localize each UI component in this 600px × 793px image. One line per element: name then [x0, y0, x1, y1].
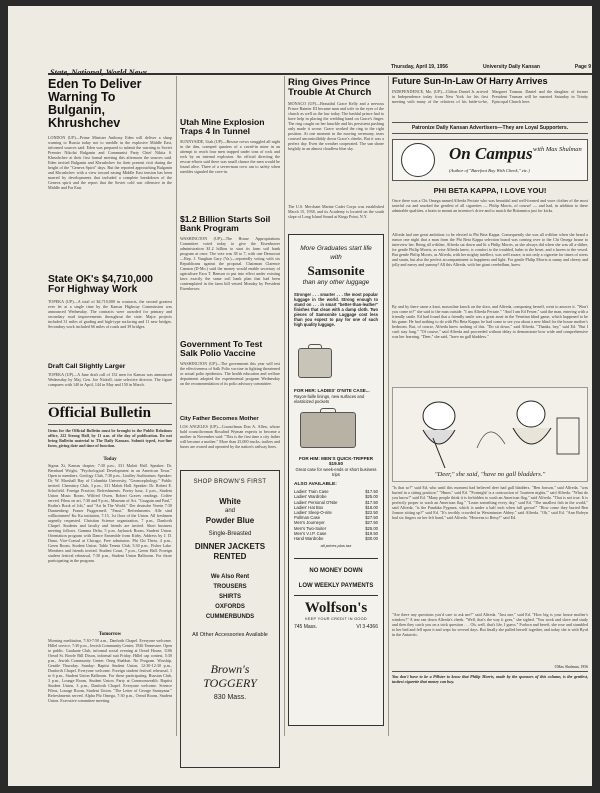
- page-header: [50, 62, 180, 72]
- campus-paragraph: By and by there came a knot, masculine knock on the door, and Alfreda, composing herself, went to answer it. "Won't you come in?" she said to the man outside. "I am Alfreda Pectate." "And I am Ed Fester," said the man, entering with a friendly smile. Ed had found that a friendly smile was a great asset in the Venetian blind game, which happened to be his game. He had nothing to do with Phi Beta Kappa; he had come to see you about a new blind for the house mother's bedroom. But, of course, Alfreda knew nothing of this. "Do sit down," said Alfreda. "Thanks, hey," said Ed. "But I can't stay long." "Of course," said Alfreda and proceeded without delay to demonstrate how wide and comprehensive was her learning. "Deer," she said, "have no gall bladders.": [392, 303, 588, 339]
- column-rule: [388, 76, 389, 736]
- case-icon: [300, 412, 356, 448]
- cartoon-illustration: [392, 387, 588, 482]
- eden-headline: Eden To Deliver Warning To Bulganin, Khrushchev: [48, 77, 142, 131]
- browns-accessories: All Other Accessories Available: [192, 631, 268, 638]
- page-number: Page 9: [574, 64, 591, 70]
- browns-and: and: [224, 508, 235, 515]
- browns-single: Single-Breasted: [208, 531, 252, 538]
- bulletin-intro: Items for the Official Bulletin must be brought to the Public Relations office, 222 Strong Hall, by 11 a.m. of the day of publication. Do not bring Bulletin material to The Daily Kansan. Submit typed, two-line form, giving date and time of function.: [48, 427, 172, 448]
- wolfsons-logo: Wolfson's: [304, 600, 368, 617]
- samsonite-for-her: FOR HER: LADIES' O'NITE CASE...: [294, 388, 370, 393]
- future-article: INDEPENDENCE, Mo. (UP)—Clifton Daniel Jr. arrived in Independence today from New York for his first meeting with many of the relatives of his bride-to-be, Margaret Truman. Daniel and the daughter of former President Truman will be married Saturday in Trinity Episcopal Church here.: [392, 88, 588, 104]
- price-item: Men's Journeyer: [294, 520, 325, 526]
- browns-toggery-ad: [180, 470, 280, 768]
- browns-logo: Brown's TOGGERY: [203, 662, 257, 690]
- price-value: $22.50: [365, 509, 378, 515]
- price-value: $17.50: [365, 489, 378, 495]
- samsonite-for-her-desc: Rayon-faille linings, new surfaces and elasticized pockets: [294, 394, 365, 405]
- soil-headline: $1.2 Billion Starts Soil Bank Program: [180, 214, 271, 234]
- cartoon-caption: "Deer," she said, "have no gall bladders.": [434, 470, 546, 478]
- ring-headline: Ring Gives Prince Trouble At Church: [288, 77, 372, 99]
- price-value: $17.50: [365, 499, 378, 505]
- samsonite-logo: Samsonite: [307, 263, 365, 278]
- cartoon-face-icon: [401, 143, 435, 177]
- price-item: Hand Wardrobe: [294, 535, 324, 541]
- samsonite-more: More Graduates start life with: [300, 245, 372, 261]
- city-article: LOS ANGELES (UP)—Councilman Don A. Allen, whose bald councilwoman Rosalind Wyman expects to become a mother in November said: "This is the first time a city father will become a mother." More than 25,000 trucks, trailers and buses are owned and operated by the nation's railway lines.: [180, 424, 280, 450]
- ring-article: MONACO (UP)—Beautiful Grace Kelly and a nervous Prince Rainier III became man and wife in the eyes of the church as well as the law today. The bashful prince had to have help in placing the wedding band on Grace's finger. The ring caught on her knuckle and his persistent pushing only made it worse. Grace worked the ring to the right position. At one moment in the moving ceremony, tears coursed uncontrollably down Grace's cheeks. But it was a perfect day. Even the weather cooperated. The sun shone brightly in an almost cloudless blue sky.: [288, 101, 384, 152]
- price-value: $27.50: [365, 515, 378, 521]
- price-item: Men's Two-Suiter: [294, 525, 327, 531]
- price-value: $25.00: [365, 525, 378, 531]
- price-item: Ladies' Personal O'Nite: [294, 499, 338, 505]
- browns-dinner: DINNER JACKETS RENTED: [194, 542, 266, 562]
- on-campus-banner: [392, 139, 588, 181]
- luggage-illustration-2: [294, 408, 378, 456]
- browns-item: CUMMERBUNDS: [205, 613, 255, 620]
- low-weekly: LOW WEEKLY PAYMENTS: [298, 583, 374, 590]
- price-value: $30.00: [365, 535, 378, 541]
- column-1: [48, 76, 172, 776]
- price-item: Ladies' Wardrobe: [294, 494, 327, 500]
- browns-item: SHIRTS: [218, 593, 241, 600]
- price-item: Ladies' Hat Box: [294, 504, 324, 510]
- price-item: Men's V.I.P. Case: [294, 530, 327, 536]
- samsonite-also: ALSO AVAILABLE:: [294, 482, 337, 488]
- column-2: [180, 118, 280, 778]
- draft-headline: Draft Call Slightly Larger: [48, 362, 126, 370]
- campus-subtitle: (Author of "Barefoot Boy With Cheek," etc.): [449, 167, 530, 173]
- issue-date: Thursday, April 19, 1956: [391, 64, 448, 70]
- bulletin-tomorrow-label: Tomorrow: [98, 631, 122, 637]
- coast-article: The U.S. Merchant Marine Cadet Corps was established March 15, 1938, and its Academy is located on the south slope of Long Island Sound at Kings Point, N.Y.: [288, 204, 384, 220]
- campus-copyright: ©Max Shulman, 1956: [554, 664, 588, 669]
- wolfsons-address: 745 Mass.: [294, 624, 318, 631]
- bulletin-tomorrow-items: Morning meditation, 7:30-7:50 a.m., Danforth Chapel. Everyone welcome. Hillel service, 7:30 p.m., Jewish Community Center, 1926 Tennessee. Open to public. Graduate Club, informal social evening at Oread House, 1106 Oread St. Bowle Bill Dixon, informal suit Friday. Hillel cap contest, 5:30 p.m., Jewish Community Center. Oneg Shabbat. No Program. Worship, Gentile Thursday. Sunday: Baptist Student Union, 12:30-12:30 p.m., Danforth Chapel. Everyone welcome. Foreign student festival rehearsal, 1 to 6 p.m., Student Union Ballroom. For those participating. Russian Club, 3 p.m., Lounge Room, Student Union. Party at Commonwealth. Baptist Student Union, 3 p.m., Danforth Chapel. Everyone welcome. Science Films, Lounge Room, Student Union. "The Letter of George Santayana." Refreshments served. Alpha Phi Omega, 7:30 p.m., Oread Room, Student Union. Executive committee meeting.: [48, 637, 172, 703]
- city-headline: City Father Becomes Mother: [180, 416, 259, 423]
- cartoon-drawing: [393, 388, 587, 468]
- column-rule: [284, 76, 285, 736]
- campus-paragraph: "Are there any questions you'd care to ask me?" said Alfreda. "Just one," said Ed. "How big is your house mother's window?" A tear ran down Alfreda's cheek. "Well, that's the way it goes," she sighed. "You work and slave and study and then they catch you on a trick question . . . Oh, well, that's life, I guess." Forlorn and bereft, she rose and stumbled to her bed and fell upon it and wept for several days. But finally she pulled herself together, and today she is with Byrd in the Antarctic.: [392, 611, 588, 637]
- browns-powder: Powder Blue: [205, 516, 255, 526]
- newspaper-page: [8, 6, 592, 786]
- eden-article: LONDON (UP)—Prime Minister Anthony Eden will deliver a sharp warning to Russia today not to meddle in the explosive Middle East, informed sources said. Eden was prepared to submit the warning to Soviet Premier Nikolai Bulganin and Communist Party Chief Nikita S. Khrushchev at their first formal meeting this afternoon the sources said. Eden invited Bulganin and Khrushchev for their present visit during the height of the "Geneva Spirit" days. But the reported approaching Bulganin and Khrushchev with a view toward easing Middle East tension has been marred by developments that included a complete breakdown of the Geneva spirit and the report that the Soviet cold war offensive in the Middle and Far East.: [48, 134, 172, 190]
- samsonite-price-list: [294, 489, 378, 541]
- campus-paragraph: "Is that so?" said Ed, who until this moment had believed deer had gall bladders. "Ben Jonson," said Alfreda, "was buried in a sitting position." "Hmm," said Ed. "'Fortnight' is a contraction of 'fourteen nights,'" said Alfreda. "What do you know!" said Ed. "Many people think it is forbidden to wash an American flag," said Alfreda. "That is not true. It is perfectly proper to wash an American flag." "Learn something every day," said Ed. "The smallest fish in the world," said Alfreda, "is the Pandaka Pygmea, which is under a half inch when full grown!" "How come they buried Ben Jonson sitting up?" said Ed. "It's terribly crowded in Westminster Abbey," said Alfreda. "Oh," said Ed. "Ann Boleyn had six fingers on her left hand," said Alfreda. "Heavens to Betsy!" said Ed.: [392, 484, 588, 520]
- samsonite-body: Stronger . . . smarter . . . the most popular luggage in the world. Strong enough to stand on . . . in smart "better-than-leather" finishes that clean with a damp cloth. Two pieces of Samsonite Luggage cost less than you expect to pay for one of such high quality luggage.: [294, 292, 378, 327]
- samsonite-tax: all prices plus tax: [320, 543, 352, 549]
- draft-article: TOPEKA (UP)—A June draft call of 152 men for Kansas was announced Wednesday by Maj. Gen. Joe Nickell, state selective director. The figure compares with 140 in April, 144 in May and 150 in March.: [48, 372, 172, 388]
- price-value: $19.50: [365, 530, 378, 536]
- case-handle-icon: [320, 408, 336, 413]
- campus-paragraph: Once there was a Chi Omega named Alfreda Pectate who was beautiful and well-formed and wore clothes of the most tasteful cut and smoked the gentlest of all cigarettes — Philip Morris, of course! — and had, in addition to these admirable qualities, a brain to mount an inventor's drive and to match the Britannica just for kicks.: [392, 197, 588, 213]
- govt-article: WASHINGTON (UP)—The government this year will test the effectiveness of Salk Polio vaccine in fighting threatened or actual polio epidemics. The health education and welfare department adopted the experimental program Wednesday on the recommendation of its polio advisory committee.: [180, 361, 280, 387]
- future-headline: Future Sun-In-Law Of Harry Arrives: [392, 76, 548, 86]
- column-rule: [176, 76, 177, 736]
- samsonite-for-him: FOR HIM: MEN'S QUICK-TRIPPER $19.50: [298, 456, 374, 467]
- soil-article: WASHINGTON (UP)—The House Appropriations Committee voted today to give the Eisenhower administration $1.2 billion to start its farm soil bank program at once. The vote was 38 to 7, with one Democrat—Rep. J. Vaughan Gary (Va.)—reportedly voting with six Republicans against the proposal. Chairman Clarence Cannon (D-Mo.) said the money would enable secretary of agriculture Ezra T. Benson to put into effect under existing laws exactly the same soil bank plan that had been contemplated in the farm bill vetoed Monday by President Eisenhower.: [180, 236, 280, 292]
- utah-article: SUNNYSIDE, Utah (UP)—Rescue crews struggled all night in the dim, cramped quarters of a caved-in mine in an attempt to reach four men trapped under tons of rock and rock by an internal explosion. An official directing the rescue efforts said there was small chance the men would be found alive. Three of a seven-man crew ran to safety when rumbles signaled the cave-in.: [180, 139, 280, 175]
- browns-shop-first: SHOP BROWN'S FIRST: [193, 479, 267, 486]
- price-item: Pullman Case: [294, 515, 321, 521]
- bulletin-today-items: Sigma Xi, Kansas chapter, 7:30 p.m., 331 Malott Hall. Speaker: Dr. Bernhard Wright, "Psychological Development in an American Town." Open to members. Geology Club, 7:30 p.m., Lindley Auditorium. Speaker: Dr. W. Marshall Ray of Columbia University, "Geomorphology." Public invited. Chemistry Club, 3 p.m., 331 Malott Hall. Speaker: Dr. Robert E. Schofield. Foreign Practice; Refreshments. Poetry hour, 4 p.m., Student Union Music Room. Wilfred Owen, Robert Graves readings. Coffee served. Films on art, 7:30 and 9 p.m., Museum of Art. "Gauguin and Paul," Rodin's Book of Job," and "Art In The World." Der deutsche Verein 7:30 Dannenberg: Frauer Fuggermeil: "Faust." Refreshments. Alle sind willkommen! Ku Ku initiation, 7:15, 1st floor of the Union. All freshmen urgently requested. Christian Science organization, 7 p.m., Danforth Chapel. Students and faculty and friends are invited. Short business meeting follows. Gamma Delta, 5 p.m. Jayhawk Room, Student Union. Orientation program with Dance Ensemble from Kirby. Address by J. D. Duna, Vice-Consul at Chicago. Free admission. Phi Chi Theta, 4 p.m., Green Room, Student Union. Table Tennis Club, 5:30 p.m., Fisher Lake. Members and friends invited. Student Court, 7 p.m., Green Hall. Foreign student festival rehearsal, 7:30 p.m., Student Union Ballroom. For those participating in the program.: [48, 462, 172, 563]
- browns-address: 830 Mass.: [213, 693, 247, 701]
- browns-item: TROUSERS: [213, 583, 247, 590]
- column-3: [288, 76, 384, 776]
- patronize-line: Patronize Daily Kansan Advertisers—They are Loyal Supporters.: [411, 124, 569, 131]
- samsonite-for-him-desc: Great case for week-ends or short business trips: [295, 467, 377, 478]
- campus-paragraph: Alfreda had one great ambition: to be elected to Phi Beta Kappa. Consequently she was all a-dither when she heard a rumor one night that a man from the Phi Beta Kappa selection board was coming over to the Chi Omega house to interview her. Being all a-dither, Alfreda sat down and lit a Philip Morris, as she always did when she was all a-dither, for gentle Philip Morris, as wise Alfreda knew, is comfort to the troubled, balm to the beset, and a haven to the vexed. But gentle Philip Morris, as Alfreda, with her mighty intellect, was well aware, is not only a cigarette for times of stress and strain, but also the perfect accompaniment to happiness and light. For gentle Philip Morris is sunny and cheery and jolly and merry and yummy! All this Alfreda, with her giant cerebellum, knew.: [392, 231, 588, 267]
- header-rule: [48, 73, 592, 75]
- luggage-illustration: [294, 344, 378, 386]
- paper-name: University Daily Kansan: [482, 64, 540, 70]
- wolfsons-phone: VI 3-4366: [356, 624, 378, 631]
- campus-footer: You don't have to be a Pillster to know that Philip Morris, made by the sponsors of this column, is the gentlest, tastiest cigarette that money can buy.: [392, 673, 588, 684]
- state-headline: State OK's $4,710,000 For Highway Work: [48, 273, 153, 296]
- bulletin-headline: Official Bulletin: [48, 403, 172, 425]
- browns-also-rent: We Also Rent: [210, 573, 250, 580]
- campus-heading: PHI BETA KAPPA, I LOVE YOU!: [433, 185, 547, 195]
- campus-with: with Max Shulman: [533, 145, 582, 153]
- price-item: Ladies' Sleep-O-nite: [294, 509, 332, 515]
- samsonite-tagline: than any other luggage: [302, 279, 370, 286]
- utah-headline: Utah Mine Explosion Traps 4 In Tunnel: [180, 118, 265, 137]
- page-header-right: [391, 64, 591, 73]
- campus-title: On Campus: [449, 143, 533, 163]
- price-value: $27.50: [365, 520, 378, 526]
- no-money-down: NO MONEY DOWN: [309, 568, 363, 575]
- govt-headline: Government To Test Salk Polio Vaccine: [180, 339, 263, 359]
- case-icon: [298, 348, 332, 378]
- samsonite-wolfsons-ad: [288, 234, 384, 726]
- price-value: $25.00: [365, 494, 378, 500]
- price-item: Ladies' Train Case: [294, 489, 329, 495]
- wolfsons-tagline: KEEP YOUR CREDIT IN GOOD: [305, 617, 367, 622]
- state-article: TOPEKA (UP)—A total of $4,710,000 in contracts, the second greatest ever let at a single time by the Kansas Highway Commission was announced Wednesday. The contracts were awarded for primary and secondary road improvements throughout the state. Major projects included 31 miles of grading and high-type surfacing and 11 new bridges. Secondary work included 66 miles of roads and 39 bridges.: [48, 298, 172, 329]
- column-4: [392, 76, 588, 781]
- price-value: $18.00: [365, 504, 378, 510]
- case-handle-icon: [308, 344, 322, 349]
- price-row: [294, 536, 378, 541]
- bulletin-today-label: Today: [103, 456, 117, 462]
- browns-item: OXFORDS: [215, 603, 245, 610]
- browns-white: White: [219, 497, 241, 507]
